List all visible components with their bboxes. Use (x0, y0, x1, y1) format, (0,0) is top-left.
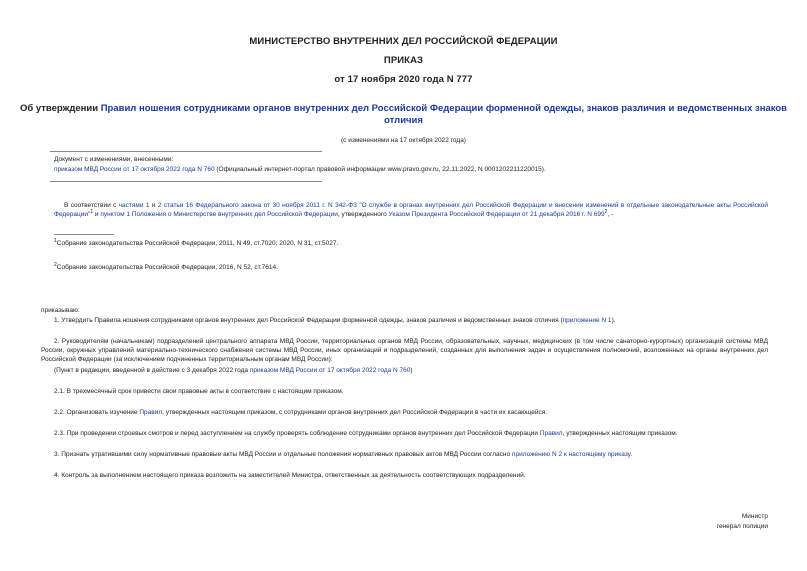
rules-link-2[interactable]: Правил (539, 430, 563, 437)
revision-note: (с изменениями на 17 октября 2022 года) (341, 137, 466, 144)
paragraph-2-3 (54, 429, 678, 438)
paragraph-text: . (630, 451, 633, 458)
signature-rank: генерал полиции (716, 523, 768, 530)
signature-title: Министр (741, 513, 768, 520)
footnote-2 (54, 263, 278, 272)
changes-divider-top (50, 151, 322, 152)
footnote-text: Собрание законодательства Российской Федерации, 2011, N 49, ст.7020; 2020, N 31, ст.5027. (56, 240, 339, 247)
preamble-text: и (93, 211, 101, 218)
paragraph-4: 4. Контроль за выполнением настоящего приказа возложить на заместителей Министра, ответственных за деятельность соответствующих подразделений. (54, 472, 526, 479)
footnote-1 (54, 239, 338, 248)
appendix-2-link[interactable]: приложению N 2 к настоящему приказу (511, 451, 631, 458)
changes-source: (Официальный интернет-портал правовой информации www.pravo.gov.ru, 22.11.2022, N 0001202211220015). (214, 166, 546, 173)
order-word: приказываю: (41, 307, 80, 314)
law-parts-link[interactable]: частями 1 (118, 202, 150, 209)
federal-law-link[interactable]: 2 статьи 16 Федерального закона от 30 ноября 2011 г. N 342-ФЗ "О службе в органах внутренних дел Российской Федерации и внесении изменений в отдельные законодательные акты Российской Федерации" (54, 202, 768, 218)
paragraph-text: 3. Признать утратившими силу нормативные правовые акты МВД России и отдельные положения нормативных правовых актов МВД России согласно (54, 451, 512, 458)
paragraph-3 (54, 450, 632, 459)
changes-line (54, 165, 546, 174)
footnote-ref[interactable]: 2 (604, 208, 608, 215)
rules-title-link[interactable]: Правил ношения сотрудниками органов внутренних дел Российской Федерации форменной одежды, знаков различия и ведомственных знаков (100, 103, 788, 114)
paragraph-text: , утвержденных настоящим приказом, с сотрудниками органов внутренних дел Российской Федерации в части их касающейся. (162, 409, 548, 416)
paragraph-text: 2.2. Организовать изучение (54, 409, 140, 416)
paragraph-text: , утвержденных настоящим приказом. (562, 430, 678, 437)
paragraph-2-1: 2.1. В трехмесячный срок привести свои правовые акты в соответствие с настоящим приказом. (54, 388, 344, 395)
footnote-text: Собрание законодательства Российской Федерации, 2016, N 52, ст.7614. (56, 264, 278, 271)
document-title-line1 (0, 103, 807, 114)
appendix-1-link[interactable]: приложение N 1 (562, 317, 612, 324)
preamble-text: , - (607, 211, 614, 218)
footnote-ref[interactable]: 1 (90, 208, 94, 215)
amending-order-link-2[interactable]: приказом МВД России от 17 октября 2022 года N 760 (249, 367, 411, 374)
changes-divider-bottom (50, 181, 322, 182)
paragraph-2: 2. Руководителям (начальникам) подразделений центрального аппарата МВД России, территориальных органов МВД России, образовательных, научных, медицинских (в том числе санаторно-курортных) организаций системы МВД России, окружных управлений материально-технического снабжения системы МВД России, иных организаций и подразделений, созданных для выполнения задач и осуществления полномочий, возложенных на органы внутренних дел Российской Федерации (за исключением подчиненных территориальным органам МВД России): (41, 338, 768, 363)
ministry-heading: МИНИСТЕРСТВО ВНУТРЕННИХ ДЕЛ РОССИЙСКОЙ ФЕДЕРАЦИИ (249, 36, 558, 47)
doc-type-heading: ПРИКАЗ (383, 55, 424, 66)
title-prefix: Об утверждении (19, 103, 101, 114)
paragraph-text: ) (410, 367, 413, 374)
paragraph-2-note (54, 366, 413, 375)
regulation-link[interactable]: пунктом 1 Положения о Министерстве внутренних дел Российской Федерации (100, 211, 338, 218)
footnote-divider (54, 234, 114, 235)
presidential-decree-link[interactable]: Указом Президента Российской Федерации от 21 декабря 2016 г. N 699 (388, 211, 605, 218)
paragraph-text: (Пункт в редакции, введенной в действие с 3 декабря 2022 года (54, 367, 250, 374)
footnote-mark: 2 (54, 261, 57, 268)
footnote-mark: 1 (54, 237, 57, 244)
paragraph-1 (54, 316, 616, 325)
date-number-heading: от 17 ноября 2020 года N 777 (334, 74, 473, 85)
rules-title-link-cont[interactable]: отличия (384, 115, 423, 126)
rules-link[interactable]: Правил (139, 409, 163, 416)
paragraph-text: 2.3. При проведении строевых смотров и перед заступлением на службу проверять соблюдение сотрудниками органов внутренних дел Российской Федерации (54, 430, 540, 437)
preamble-text: и (149, 202, 158, 209)
paragraph-text: ). (611, 317, 616, 324)
paragraph-text: 1. Утвердить Правила ношения сотрудниками органов внутренних дел Российской Федерации форменной одежды, знаков различия и ведомственных знаков отличия ( (54, 317, 563, 324)
amending-order-link[interactable]: приказом МВД России от 17 октября 2022 года N 760 (54, 166, 215, 173)
preamble-text: В соответствии с (64, 202, 119, 209)
paragraph-2-2 (54, 408, 547, 417)
preamble-text: , утвержденного (337, 211, 389, 218)
document-title-line2 (0, 115, 807, 126)
changes-label: Документ с изменениями, внесенными: (54, 156, 174, 163)
preamble-paragraph (54, 201, 768, 219)
